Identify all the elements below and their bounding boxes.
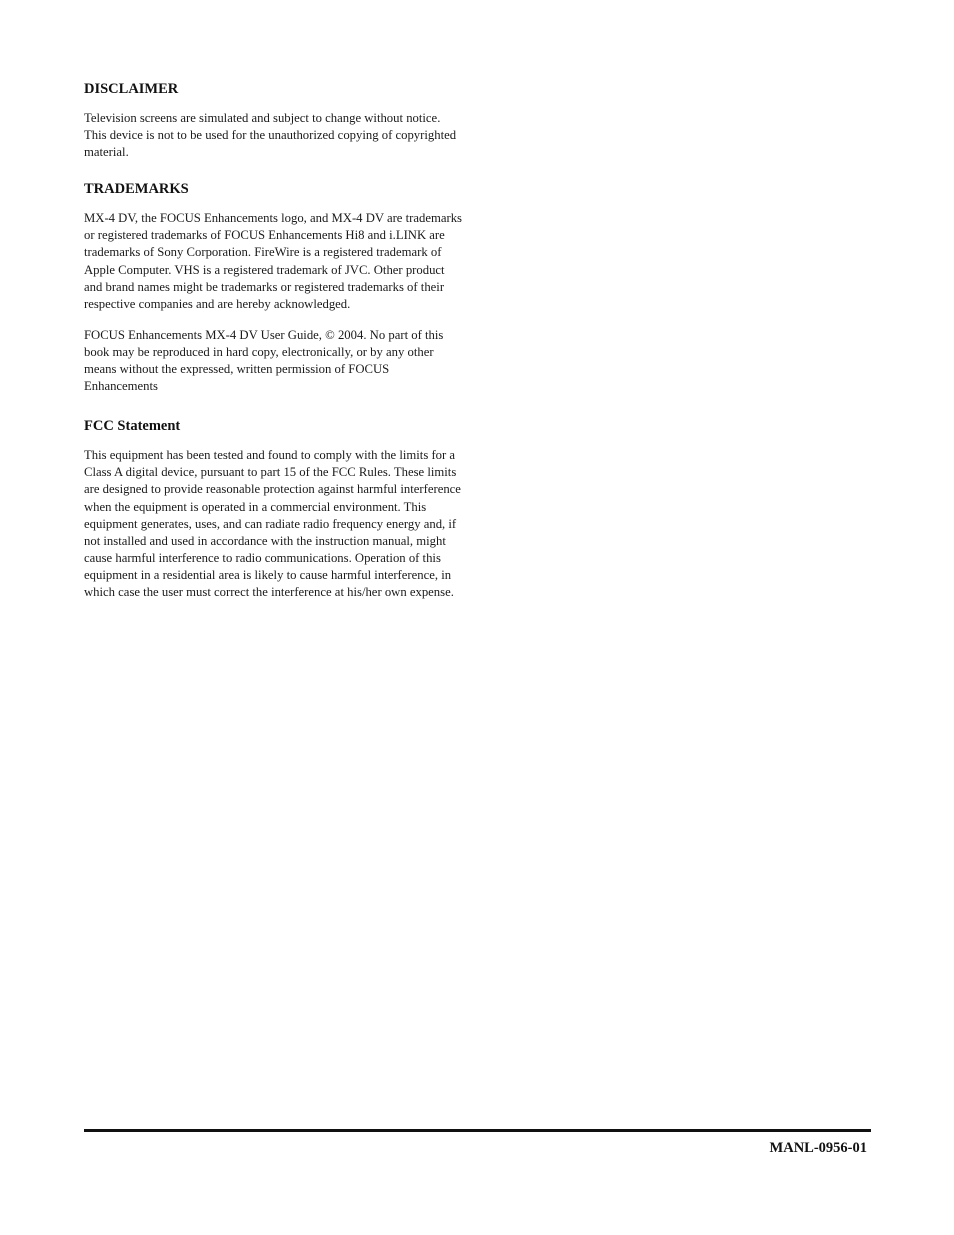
fcc-section [84,417,464,601]
trademarks-text: MX-4 DV, the FOCUS Enhancements logo, and MX-4 DV are trademarks or registered trademarks of FOCUS Enhancements Hi8 and i.LINK are trademarks of Sony Corporation. FireWire is a registered trademark of Apple Computer. VHS is a registered trademark of JVC. Other product and brand names might be trademarks or registered trademarks of their respective companies and are hereby acknowledged. [84,211,462,311]
document-number: MANL-0956-01 [769,1140,867,1156]
footer-rule [84,1129,871,1132]
trademarks-heading: TRADEMARKS [84,181,189,198]
disclaimer-text: Television screens are simulated and subject to change without notice. This device is not to be used for the unauthorized copying of copyrighted material. [84,111,457,160]
legal-notice-column [84,80,464,615]
fcc-text: This equipment has been tested and found to comply with the limits for a Class A digital device, pursuant to part 15 of the FCC Rules. These limits are designed to provide reasonable protection against harmful interference when the equipment is operated in a commercial environment. This equipment generates, uses, and can radiate radio frequency energy and, if not installed and used in accordance with the instruction manual, might cause harmful interference to radio communications. Operation of this equipment in a residential area is likely to cause harmful interference, in which case the user must correct the interference at his/her own expense. [84,448,461,599]
disclaimer-section [84,80,464,161]
fcc-heading: FCC Statement [84,418,181,435]
disclaimer-heading: DISCLAIMER [84,81,179,97]
copyright-text: FOCUS Enhancements MX-4 DV User Guide, © 2004. No part of this book may be reproduced in hard copy, electronically, or by any other means without the expressed, written permission of FOCUS Enhancements [84,327,444,394]
trademarks-section [84,180,464,395]
